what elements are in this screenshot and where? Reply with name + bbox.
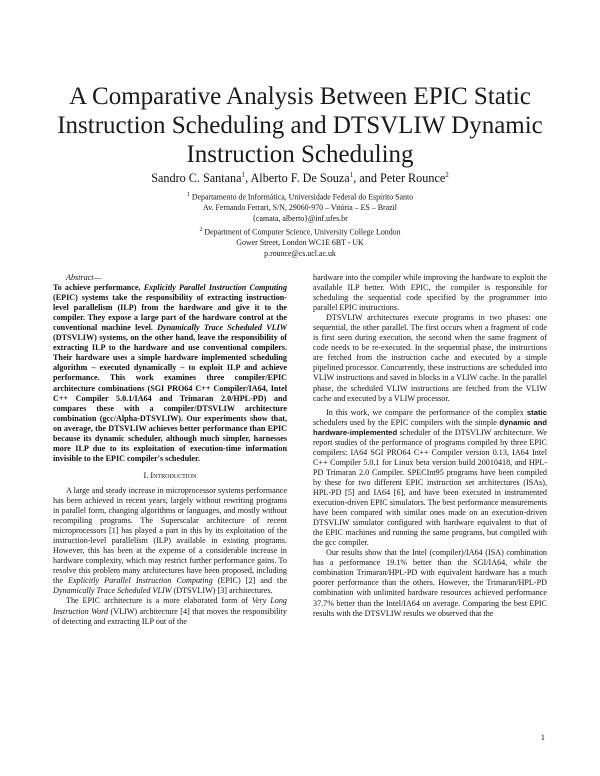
author-separator: , and — [353, 171, 380, 186]
abstract-text: (EPIC) systems take the responsibility of extracting instruction-level parallelism (ILP) from the hardware and give it to the compiler. They expose a large part of the hardware control at the conventional machine level. — [53, 293, 287, 333]
affiliation-1 — [90, 190, 510, 225]
affiliation-address: Gower Street, London WC1E 6BT - UK — [236, 238, 364, 248]
affiliation-mark: 2 — [199, 227, 203, 233]
paragraph-emphasis: Very Long Instruction Word — [53, 596, 287, 616]
author-name: Alberto F. De Souza — [250, 171, 350, 186]
paragraph-text: (VLIW) architecture [4] that moves the responsibility of detecting and extracting ILP out of the — [53, 606, 287, 626]
abstract-text: To achieve performance, — [53, 283, 144, 293]
affiliation-email: {camata, alberto}@inf.ufes.br — [252, 214, 348, 224]
intro-paragraph — [53, 486, 287, 597]
left-column — [53, 273, 287, 627]
section-heading: I. Introduction — [143, 470, 197, 480]
body-paragraph: DTSVLIW architectures execute programs in two phases: one sequential, the other parallel. The first occurs when a fragment of code is first seen during execution, the second when the same fragment of code needs to be re-executed. In the sequential phase, the instructions are fetched from the instruction cache and executed by a simple pipelined processor. Concurrently, these instructions are scheduled into VLIW instructions and saved in blocks in a VLIW cache. In the parallel phase, the scheduled VLIW instructions are fetched from the VLIW cache and executed by a VLIW processor. — [313, 313, 547, 403]
paragraph-text: scheduler of the DTSVLIW architecture. We report studies of the performance of programs compiled by three EPIC compilers: IA64 SGI PRO64 C++ Compiler version 0.13, IA64 Intel C++ Compiler 5.0.1 for Linux beta version build 20010418, and HPL-PD Trimaran 2.0 Compiler. SPECInt95 programs have been compiled by these for two different EPIC instruction set architectures (ISAs), HPL-PD [5] and IA64 [6], and have been executed in instrumented execution-driven EPIC simulators. The best performance measurements have been compared with similar ones made on an execution-driven DTSVLIW simulator configured with hardware equivalent to that of the EPIC machines and running the same programs, but compiled with the gcc compiler. — [313, 427, 547, 548]
author-list — [40, 168, 560, 186]
paragraph-emphasis: Dynamically Trace Scheduled VLIW — [53, 586, 172, 596]
page-number: 1 — [540, 732, 545, 742]
paragraph-text: The EPIC architecture is a more elaborated form of — [66, 596, 252, 606]
body-paragraph: hardware into the compiler while improving the hardware to exploit the available ILP better. With EPIC, the compiler is responsible for scheduling the sequential code specified by the programmer into parallel EPIC instructions. — [313, 273, 547, 313]
title-line: Instruction Scheduling and DTSVLIW Dynamic — [57, 112, 543, 139]
affiliation-2 — [90, 225, 510, 260]
author-affil-mark: 1 — [241, 171, 246, 179]
author-name: Sandro C. Santana — [151, 171, 242, 186]
affiliation-email: p.rounce@cs.ucl.ac.uk — [264, 249, 336, 259]
paragraph-text: In this work, we compare the performance of the complex — [326, 407, 527, 417]
paragraph-text: A large and steady increase in microprocessor systems performance has been achieved in recent years, largely without rewriting programs in parallel form, changing algorithms or languages, and mostly without recompiling programs. The Superscalar architecture of recent microprocessors [1] has played a part in this by its exploitation of the instruction-level parallelism (ILP) available in existing programs. However, this has been at the expense of a considerable increase in hardware complexity, which may restrict further performance gains. To resolve this problem many architectures have been proposed, including the — [53, 485, 287, 586]
intro-paragraph — [53, 596, 287, 626]
right-column — [313, 273, 547, 619]
paragraph-text: schedulers used by the EPIC compilers with the simple — [313, 417, 500, 427]
abstract-emphasis: Explicitly Parallel Instruction Computing — [143, 283, 288, 293]
title-line: Instruction Scheduling — [186, 141, 414, 168]
body-paragraph: Our results show that the Intel (compiler)/IA64 (ISA) combination has a performance 19.1% better than the SGI/IA64, while the combination Trimaran/HPL-PD with equivalent hardware has a much poorer performance than the others. However, the Trimaran/HPL-PD combination with unlimited hardware resources achieved performance 37.7% better than the Intel/IA64 on average. Comparing the best EPIC results with the DTSVLIW results we observed that the — [313, 548, 547, 618]
author-affil-mark: 2 — [445, 171, 449, 179]
title-line: A Comparative Analysis Between EPIC Static — [69, 83, 531, 110]
affiliation-address: Av. Fernando Ferrari, S/N, 29060-970 – Vitória – ES – Brazil — [203, 203, 397, 213]
paragraph-text: (EPIC) [2] and the — [212, 576, 287, 586]
paragraph-strong: dynamic and hardware-implemented — [313, 417, 547, 437]
affiliation-mark: 1 — [186, 192, 190, 198]
affiliation-department: Departamento de Informática, Universidade Federal do Espírito Santo — [191, 192, 414, 202]
abstract-emphasis: Dynamically Trace Scheduled VLIW — [157, 323, 287, 333]
abstract-text: (DTSVLIW) systems, on the other hand, leave the responsibility of extracting ILP to the hardware and use conventional compilers. Their hardware uses a simple hardware implemented scheduling algorithm – executed dynamically – to exploit ILP and achieve performance. This work examines three compiler/EPIC architecture combinations (SGI PRO64 C++ Compiler/IA64, Intel C++ Compiler 5.0.1/IA64 and Trimaran 2.0/HPL-PD) and compares these with a compiler/DTSVLIW architecture combination (gcc/Alpha-DTSVLIW). Our experiments show that, on average, the DTSVLIW achieves better performance than EPIC because its dynamic scheduler, although much simpler, harnesses more ILP due to its exploitation of execution-time information invisible to the EPIC compiler's scheduler. — [53, 333, 287, 463]
affiliation-department: Department of Computer Science, University College London — [204, 227, 401, 237]
author-name: Peter Rounce — [379, 171, 446, 186]
paper-title — [40, 82, 560, 169]
author-separator: , — [245, 171, 251, 186]
abstract-label: Abstract — [66, 273, 94, 282]
paragraph-emphasis: Explicitly Parallel Instruction Computing — [67, 576, 213, 586]
paragraph-strong: static — [526, 407, 547, 417]
abstract-dash: — — [93, 273, 102, 282]
author-affil-mark: 1 — [349, 171, 354, 179]
paragraph-text: (DTSVLIW) [3] architectures. — [171, 586, 273, 596]
body-paragraph — [313, 408, 547, 549]
abstract — [53, 273, 287, 464]
